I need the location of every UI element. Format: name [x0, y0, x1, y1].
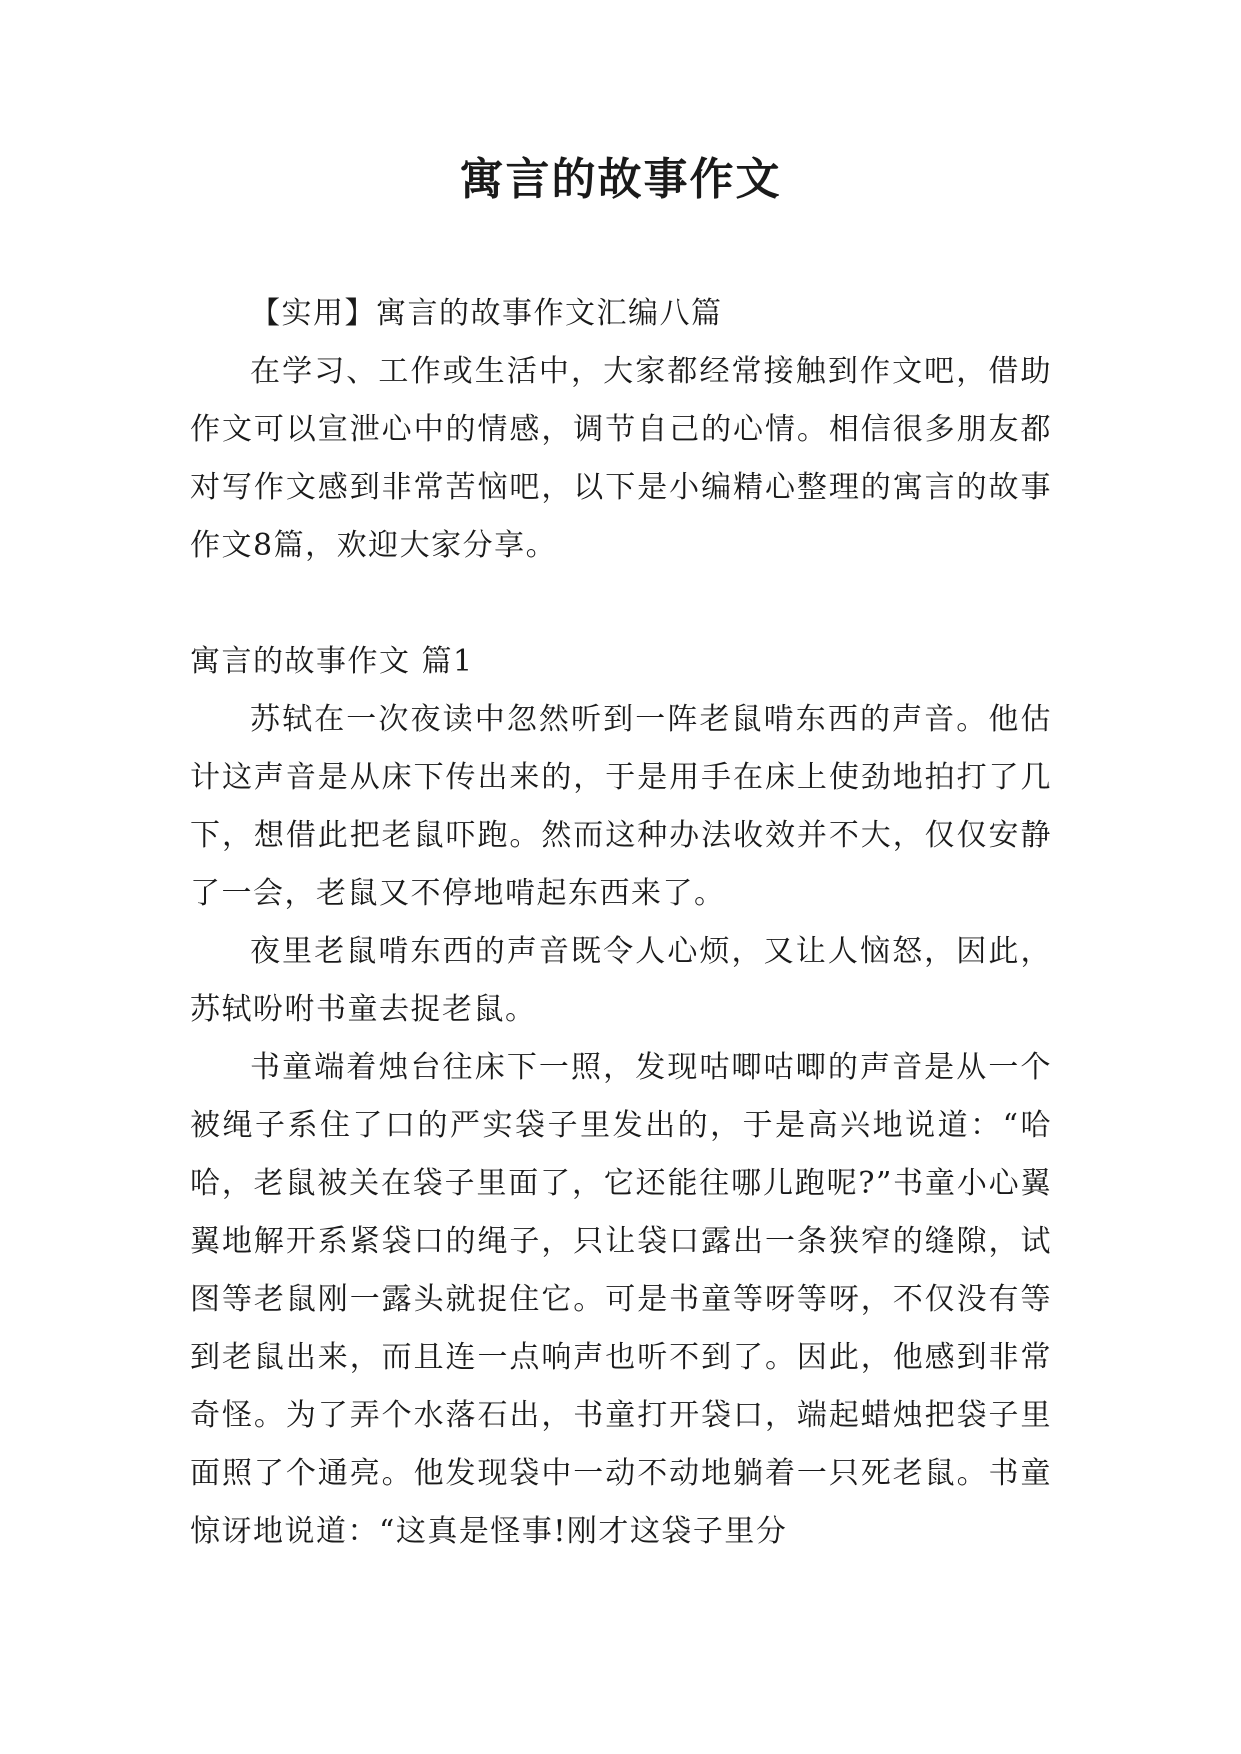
- intro-paragraph: 在学习、工作或生活中，大家都经常接触到作文吧，借助作文可以宣泄心中的情感，调节自己的心情。相信很多朋友都对写作文感到非常苦恼吧，以下是小编精心整理的寓言的故事作文8篇，欢迎大家分享。: [190, 354, 1052, 563]
- section-paragraph-3: 书童端着烛台往床下一照，发现咕唧咕唧的声音是从一个被绳子系住了口的严实袋子里发出的，于是高兴地说道：“哈哈，老鼠被关在袋子里面了，它还能往哪儿跑呢?”书童小心翼翼地解开系紧袋口的绳子，只让袋口露出一条狭窄的缝隙，试图等老鼠刚一露头就捉住它。可是书童等呀等呀，不仅没有等到老鼠出来，而且连一点响声也听不到了。因此，他感到非常奇怪。为了弄个水落石出，书童打开袋口，端起蜡烛把袋子里面照了个通亮。他发现袋中一动不动地躺着一只死老鼠。书童惊讶地说道：“这真是怪事!刚才这袋子里分: [190, 1050, 1052, 1549]
- section-paragraph-1: 苏轼在一次夜读中忽然听到一阵老鼠啃东西的声音。他估计这声音是从床下传出来的，于是用手在床上使劲地拍打了几下，想借此把老鼠吓跑。然而这种办法收效并不大，仅仅安静了一会，老鼠又不停地啃起东西来了。: [190, 702, 1052, 911]
- document-title: 寓言的故事作文: [459, 154, 782, 205]
- intro-subtitle: 【实用】寓言的故事作文汇编八篇: [250, 296, 723, 331]
- section-paragraph-2: 夜里老鼠啃东西的声音既令人心烦，又让人恼怒，因此，苏轼吩咐书童去捉老鼠。: [190, 934, 1052, 1027]
- section-heading: 寓言的故事作文 篇1: [190, 644, 474, 679]
- document-body: [190, 285, 1052, 1561]
